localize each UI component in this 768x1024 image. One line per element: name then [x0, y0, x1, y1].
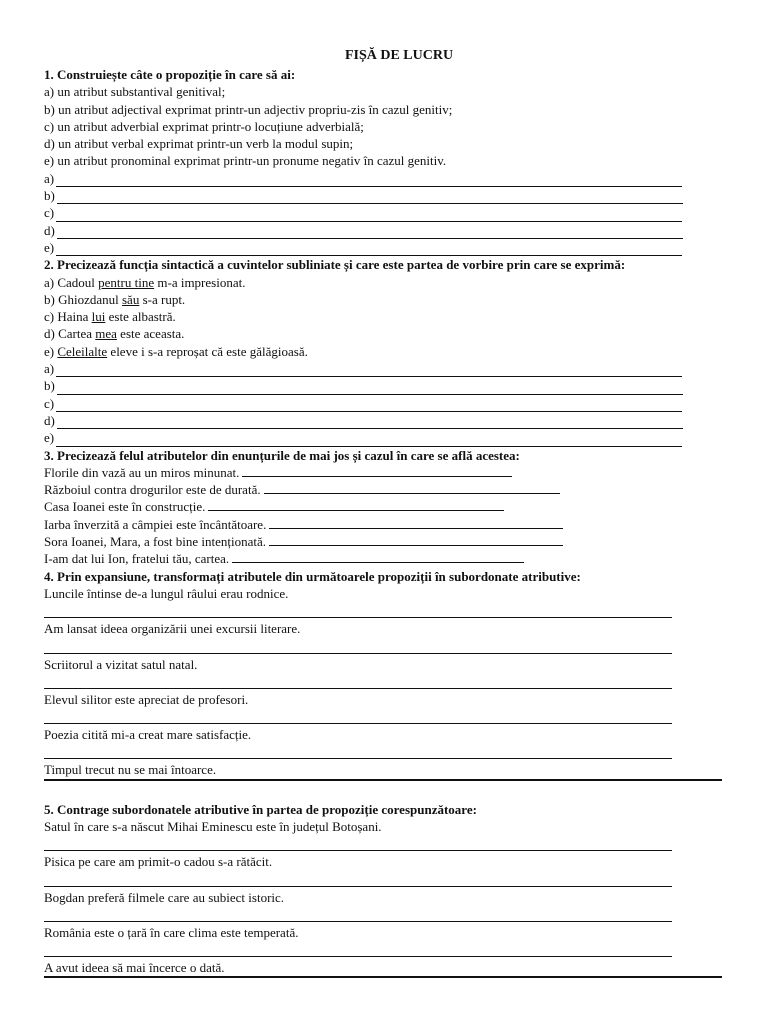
s3-answer-3[interactable]: [208, 499, 504, 511]
s1-item-d: d) un atribut verbal exprimat printr-un verb la modul supin;: [44, 136, 354, 152]
s3-item-6: I-am dat lui Ion, fratelui tău, cartea.: [44, 550, 724, 567]
s4-answer-5[interactable]: [44, 757, 672, 759]
s4-answer-2[interactable]: [44, 652, 672, 654]
s5-answer-3[interactable]: [44, 920, 672, 922]
s3-answer-5[interactable]: [269, 534, 563, 546]
section-gap: [44, 781, 724, 801]
page-title: FIȘĂ DE LUCRU: [344, 48, 454, 63]
section-3-heading: 3. Precizează felul atributelor din enunțurile de mai jos și cazul în care se află acestea:: [44, 447, 520, 463]
s1-item-b: b) un atribut adjectival exprimat printr-un adjectiv propriu-zis în cazul genitiv;: [44, 101, 453, 117]
s1-answer-d[interactable]: d): [44, 222, 724, 239]
s1-answer-a[interactable]: a): [44, 170, 724, 187]
s4-sentence-1: Luncile întinse de-a lungul râului erau rodnice.: [44, 585, 289, 601]
s2-answer-c[interactable]: c): [44, 395, 724, 412]
s3-item-2: Războiul contra drogurilor este de durată.: [44, 481, 724, 498]
s4-answer-1[interactable]: [44, 616, 672, 618]
s2-answer-a[interactable]: a): [44, 360, 724, 377]
s5-sentence-5: A avut ideea să mai încerce o dată.: [44, 959, 722, 978]
s5-sentence-4: România este o țară în care clima este temperată.: [44, 924, 299, 940]
s2-answer-d[interactable]: d): [44, 412, 724, 429]
s1-answer-b[interactable]: b): [44, 187, 724, 204]
s2-item-a: a) Cadoul pentru tine m-a impresionat.: [44, 274, 246, 290]
s3-item-3: Casa Ioanei este în construcție.: [44, 498, 724, 515]
s5-answer-2[interactable]: [44, 885, 672, 887]
s3-answer-2[interactable]: [264, 482, 560, 494]
s5-sentence-1: Satul în care s-a născut Mihai Eminescu este în județul Botoșani.: [44, 818, 382, 834]
s2-item-e: e) Celeilalte eleve i s-a reproșat că este gălăgioasă.: [44, 343, 308, 359]
s3-answer-1[interactable]: [242, 465, 512, 477]
s4-answer-4[interactable]: [44, 722, 672, 724]
s2-item-b: b) Ghiozdanul său s-a rupt.: [44, 291, 186, 307]
s3-item-4: Iarba înverzită a câmpiei este încântătoare.: [44, 516, 724, 533]
s3-item-1: Florile din vază au un miros minunat.: [44, 464, 724, 481]
section-5-heading: 5. Contrage subordonatele atributive în partea de propoziție corespunzătoare:: [44, 801, 477, 817]
s4-sentence-2: Am lansat ideea organizării unei excursii literare.: [44, 621, 301, 637]
s1-item-e: e) un atribut pronominal exprimat printr-un pronume negativ în cazul genitiv.: [44, 153, 447, 169]
s3-answer-6[interactable]: [232, 551, 524, 563]
s2-answer-b[interactable]: b): [44, 377, 724, 394]
s4-answer-3[interactable]: [44, 687, 672, 689]
s1-answer-e[interactable]: e): [44, 239, 724, 256]
section-1-heading: 1. Construiește câte o propoziție în care să ai:: [44, 67, 296, 82]
worksheet: [44, 46, 724, 978]
s2-item-d: d) Cartea mea este aceasta.: [44, 326, 185, 342]
s2-answer-e[interactable]: e): [44, 429, 724, 446]
s1-item-a: a) un atribut substantival genitival;: [44, 84, 226, 100]
s3-answer-4[interactable]: [269, 517, 563, 529]
s1-item-c: c) un atribut adverbial exprimat printr-o locuțiune adverbială;: [44, 118, 364, 134]
s5-answer-1[interactable]: [44, 849, 672, 851]
s5-answer-4[interactable]: [44, 955, 672, 957]
s4-sentence-3: Scriitorul a vizitat satul natal.: [44, 656, 198, 672]
s5-sentence-3: Bogdan preferă filmele care au subiect istoric.: [44, 889, 285, 905]
s3-item-5: Sora Ioanei, Mara, a fost bine intenționată.: [44, 533, 724, 550]
s5-sentence-2: Pisica pe care am primit-o cadou s-a rătăcit.: [44, 854, 273, 870]
section-4-heading: 4. Prin expansiune, transformați atributele din următoarele propoziții în subordonate atributive:: [44, 568, 581, 584]
s4-sentence-5: Poezia citită mi-a creat mare satisfacție.: [44, 727, 252, 743]
s1-answer-c[interactable]: c): [44, 204, 724, 221]
s2-item-c: c) Haina lui este albastră.: [44, 309, 176, 325]
section-2-heading: 2. Precizează funcția sintactică a cuvintelor subliniate și care este partea de vorbire prin care se exprimă:: [44, 257, 626, 273]
s4-sentence-6: Timpul trecut nu se mai întoarce.: [44, 761, 722, 780]
s4-sentence-4: Elevul silitor este apreciat de profesori.: [44, 691, 249, 707]
